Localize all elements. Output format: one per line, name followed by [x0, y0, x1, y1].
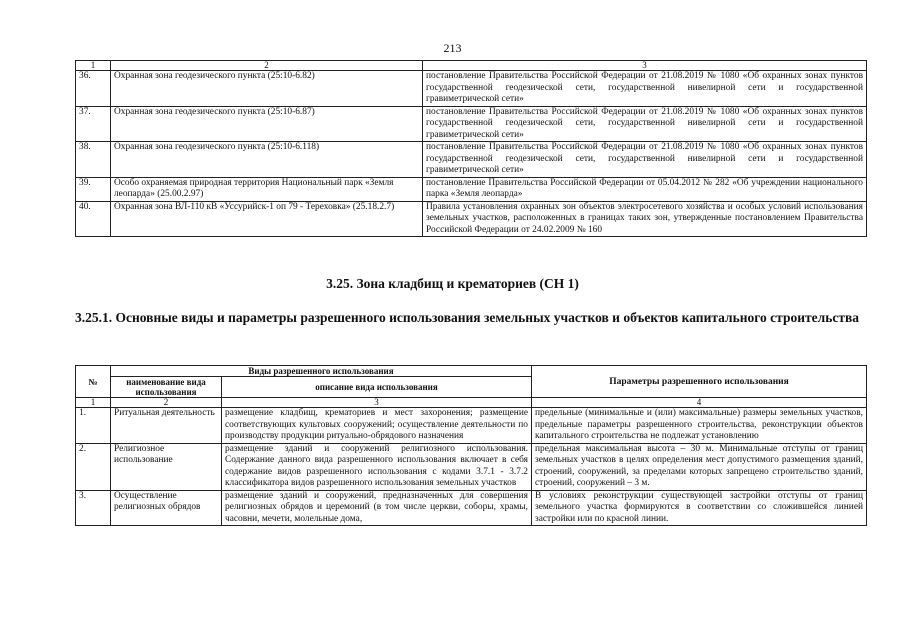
col-header-name: наименование вида использования [111, 377, 222, 398]
table-header-row [76, 366, 867, 377]
table-row [76, 201, 867, 237]
legal-basis: постановление Правительства Российской Федерации от 21.08.2019 № 1080 «Об охранных зонах пунктов государственной геодезической сети, государственной нивелирной сети и государственной гравиметрической сети» [423, 71, 867, 107]
col-number-3: 3 [222, 398, 532, 408]
col-header-1: 1 [76, 61, 111, 71]
table-row [76, 106, 867, 142]
column-numbering-row [76, 398, 867, 408]
table-row [76, 177, 867, 201]
zone-name: Особо охраняемая природная территория Национальный парк «Земля леопарда» (25.00.2.97) [111, 177, 423, 201]
table-row [76, 490, 867, 526]
legal-basis: постановление Правительства Российской Федерации от 05.04.2012 № 282 «Об учреждении национального парка «Земля леопарда» [423, 177, 867, 201]
legal-basis: Правила установления охранных зон объектов электросетевого хозяйства и особых условий использования земельных участков, расположенных в границах таких зон, утвержденные постановлением Правительства Российской Федерации от 24.02.2009 № 160 [423, 201, 867, 237]
subsection-title: 3.25.1. Основные виды и параметры разрешенного использования земельных участков и объектов капитального строительства [75, 310, 860, 325]
col-number-2: 2 [111, 398, 222, 408]
table-row [76, 443, 867, 490]
col-header-desc: описание вида использования [222, 377, 532, 398]
row-number: 1. [76, 408, 111, 444]
row-number: 38. [76, 142, 111, 178]
use-parameters: В условиях реконструкции существующей застройки отступы от границ земельного участка формируются в соответствии со сложившейся линией застройки или по красной линии. [532, 490, 867, 526]
row-number: 36. [76, 71, 111, 107]
col-number-4: 4 [532, 398, 867, 408]
zone-name: Охранная зона геодезического пункта (25:10-6.82) [111, 71, 423, 107]
row-number: 37. [76, 106, 111, 142]
use-name: Осуществление религиозных обрядов [111, 490, 222, 526]
col-header-number: № [76, 366, 111, 398]
table-row [76, 408, 867, 444]
use-description: размещение зданий и сооружений, предназначенных для совершения религиозных обрядов и церемоний (в том числе церкви, соборы, храмы, часовни, мечети, молельные дома, [222, 490, 532, 526]
col-header-params: Параметры разрешенного использования [532, 366, 867, 398]
legal-basis: постановление Правительства Российской Федерации от 21.08.2019 № 1080 «Об охранных зонах пунктов государственной геодезической сети, государственной нивелирной сети и государственной гравиметрической сети» [423, 142, 867, 178]
table-header-row [76, 61, 867, 71]
protected-zones-table [75, 60, 867, 237]
use-parameters: предельные (минимальные и (или) максимальные) размеры земельных участков, предельные параметры разрешенного строительства, реконструкции объектов капитального строительства не подлежат установлению [532, 408, 867, 444]
row-number: 39. [76, 177, 111, 201]
row-number: 3. [76, 490, 111, 526]
use-name: Ритуальная деятельность [111, 408, 222, 444]
zone-name: Охранная зона геодезического пункта (25:10-6.118) [111, 142, 423, 178]
use-description: размещение зданий и сооружений религиозного использования. Содержание данного вида разрешенного использования включает в себя содержание видов разрешенного использования с кодами 3.7.1 - 3.7.2 классификатора видов разрешенного использования земельных участков [222, 443, 532, 490]
zone-name: Охранная зона геодезического пункта (25:10-6.87) [111, 106, 423, 142]
col-header-2: 2 [111, 61, 423, 71]
legal-basis: постановление Правительства Российской Федерации от 21.08.2019 № 1080 «Об охранных зонах пунктов государственной геодезической сети, государственной нивелирной сети и государственной гравиметрической сети» [423, 106, 867, 142]
section-title: 3.25. Зона кладбищ и крематориев (СН 1) [326, 276, 579, 291]
row-number: 40. [76, 201, 111, 237]
permitted-use-table [75, 365, 867, 526]
zone-name: Охранная зона ВЛ-110 кВ «Уссурийск-1 оп 79 - Тереховка» (25.18.2.7) [111, 201, 423, 237]
col-number-1: 1 [76, 398, 111, 408]
col-header-3: 3 [423, 61, 867, 71]
use-name: Религиозное использование [111, 443, 222, 490]
row-number: 2. [76, 443, 111, 490]
use-description: размещение кладбищ, крематориев и мест захоронения; размещение соответствующих культовых сооружений; осуществление деятельности по производству продукции ритуально-обрядового назначения [222, 408, 532, 444]
table-row [76, 142, 867, 178]
page-number: 213 [443, 41, 462, 55]
use-parameters: предельная максимальная высота – 30 м. Минимальные отступы от границ земельных участков в целях определения мест допустимого размещения зданий, строений, сооружений, за пределами которых запрещено строительство зданий, строений, сооружений – 3 м. [532, 443, 867, 490]
table-row [76, 71, 867, 107]
col-header-group: Виды разрешенного использования [111, 366, 532, 377]
